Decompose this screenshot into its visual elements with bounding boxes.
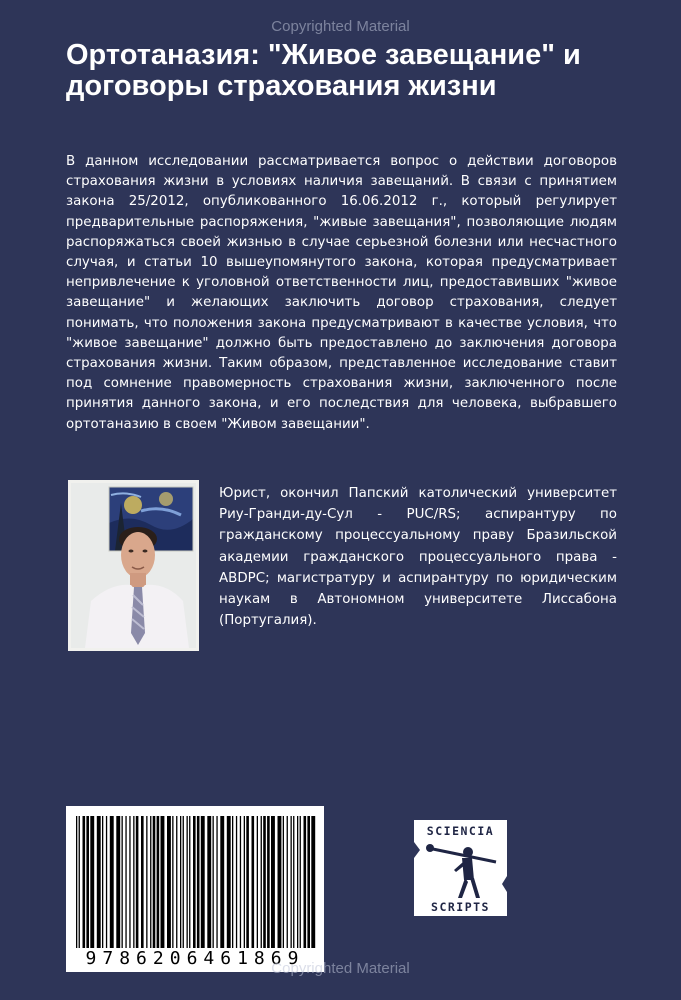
barcode-bar	[246, 816, 249, 948]
author-photo	[68, 480, 199, 651]
barcode-bar	[297, 816, 298, 948]
barcode-bar	[232, 816, 233, 948]
barcode-bar	[133, 816, 134, 948]
barcode-bar	[227, 816, 231, 948]
barcode-bar	[79, 816, 80, 948]
publisher-name-bottom: SCRIPTS	[431, 900, 490, 914]
barcode-bar	[153, 816, 156, 948]
barcode-bar	[263, 816, 266, 948]
barcode-bar	[97, 816, 101, 948]
barcode-bar	[106, 816, 107, 948]
isbn-digits: 9786206461869	[85, 948, 305, 969]
barcode-bar	[116, 816, 120, 948]
barcode-bar	[300, 816, 301, 948]
barcode-bar	[252, 816, 255, 948]
barcode-bar	[267, 816, 270, 948]
publisher-name-top: SCIENCIA	[426, 824, 495, 838]
barcode-bar	[141, 816, 144, 948]
barcode-bar	[236, 816, 237, 948]
barcode-bars-graphic	[74, 816, 316, 948]
barcode-bar	[90, 816, 94, 948]
barcode-bar	[201, 816, 205, 948]
barcode-bar	[257, 816, 258, 948]
barcode-bar	[76, 816, 77, 948]
barcode-bar	[287, 816, 288, 948]
barcode-bar	[136, 816, 139, 948]
barcode-bar	[176, 816, 177, 948]
barcode-bar	[307, 816, 310, 948]
barcode-bar	[311, 816, 315, 948]
barcode-bar	[110, 816, 114, 948]
barcode-bar	[86, 816, 89, 948]
barcode-bar	[102, 816, 103, 948]
author-bio: Юрист, окончил Папский католический университет Риу-Гранди-ду-Сул - PUC/RS; аспирантуру по гражданскому процессуальному праву Бразильской академии гражданского процессуального права - ABDPC; магистратуру и аспирантуру по юридическим наукам в Автономном университете Лиссабона (Португалия).	[219, 486, 617, 629]
barcode-bar	[161, 816, 165, 948]
barcode-bar	[283, 816, 284, 948]
barcode-bar	[157, 816, 160, 948]
barcode-bar	[304, 816, 307, 948]
copyright-watermark-top: Copyrighted Material	[271, 18, 410, 35]
barcode-bar	[261, 816, 262, 948]
barcode-bar	[83, 816, 86, 948]
barcode-bar	[122, 816, 123, 948]
barcode-bar	[244, 816, 245, 948]
publisher-logo	[410, 818, 511, 918]
book-abstract: В данном исследовании рассматривается вопрос о действии договоров страхования жизни в условиях наличия завещаний. В связи с принятием закона 25/2012, опубликованного 16.06.2012 г., который регулирует предварительные распоряжения, "живые завещания", позволяющие людям распоряжаться своей жизнью в случае серьезной болезни или несчастного случая, и статьи 10 вышеупомянутого закона, которая предусматривает непривлечение к уголовной ответственности лиц, предоставивших "живое завещание" и желающих заключить договор страхования, следует понимать, что положения закона предусматривают в качестве условия, что "живое завещание" должно быть предоставлено до заключения договора страхования жизни. Таким образом, представленное исследование ставит под сомнение правомерность страхования жизни, заключенного после принятия данного закона, и его последствия для человека, выбравшего ортотаназию в своем "Живом завещании".	[66, 154, 617, 432]
barcode-bar	[129, 816, 130, 948]
barcode-bar	[146, 816, 147, 948]
barcode-bar	[193, 816, 196, 948]
barcode-bar	[291, 816, 292, 948]
barcode-bar	[216, 816, 217, 948]
barcode-bar	[150, 816, 151, 948]
barcode-bar	[172, 816, 173, 948]
barcode-bar	[213, 816, 214, 948]
barcode-bar	[125, 816, 126, 948]
barcode-bar	[197, 816, 200, 948]
barcode-bar	[183, 816, 184, 948]
copyright-watermark-bottom: Copyrighted Material	[271, 960, 410, 977]
barcode-bar	[180, 816, 181, 948]
barcode-bar	[187, 816, 188, 948]
barcode-bar	[293, 816, 294, 948]
barcode-bar	[240, 816, 241, 948]
book-title: Ортотаназия: "Живое завещание" и договоры страхования жизни	[66, 39, 581, 102]
barcode-bar	[220, 816, 224, 948]
barcode-bar	[278, 816, 282, 948]
barcode-bar	[167, 816, 171, 948]
barcode-bar	[207, 816, 211, 948]
isbn-barcode	[66, 806, 324, 972]
barcode-bar	[271, 816, 275, 948]
barcode-bar	[189, 816, 190, 948]
